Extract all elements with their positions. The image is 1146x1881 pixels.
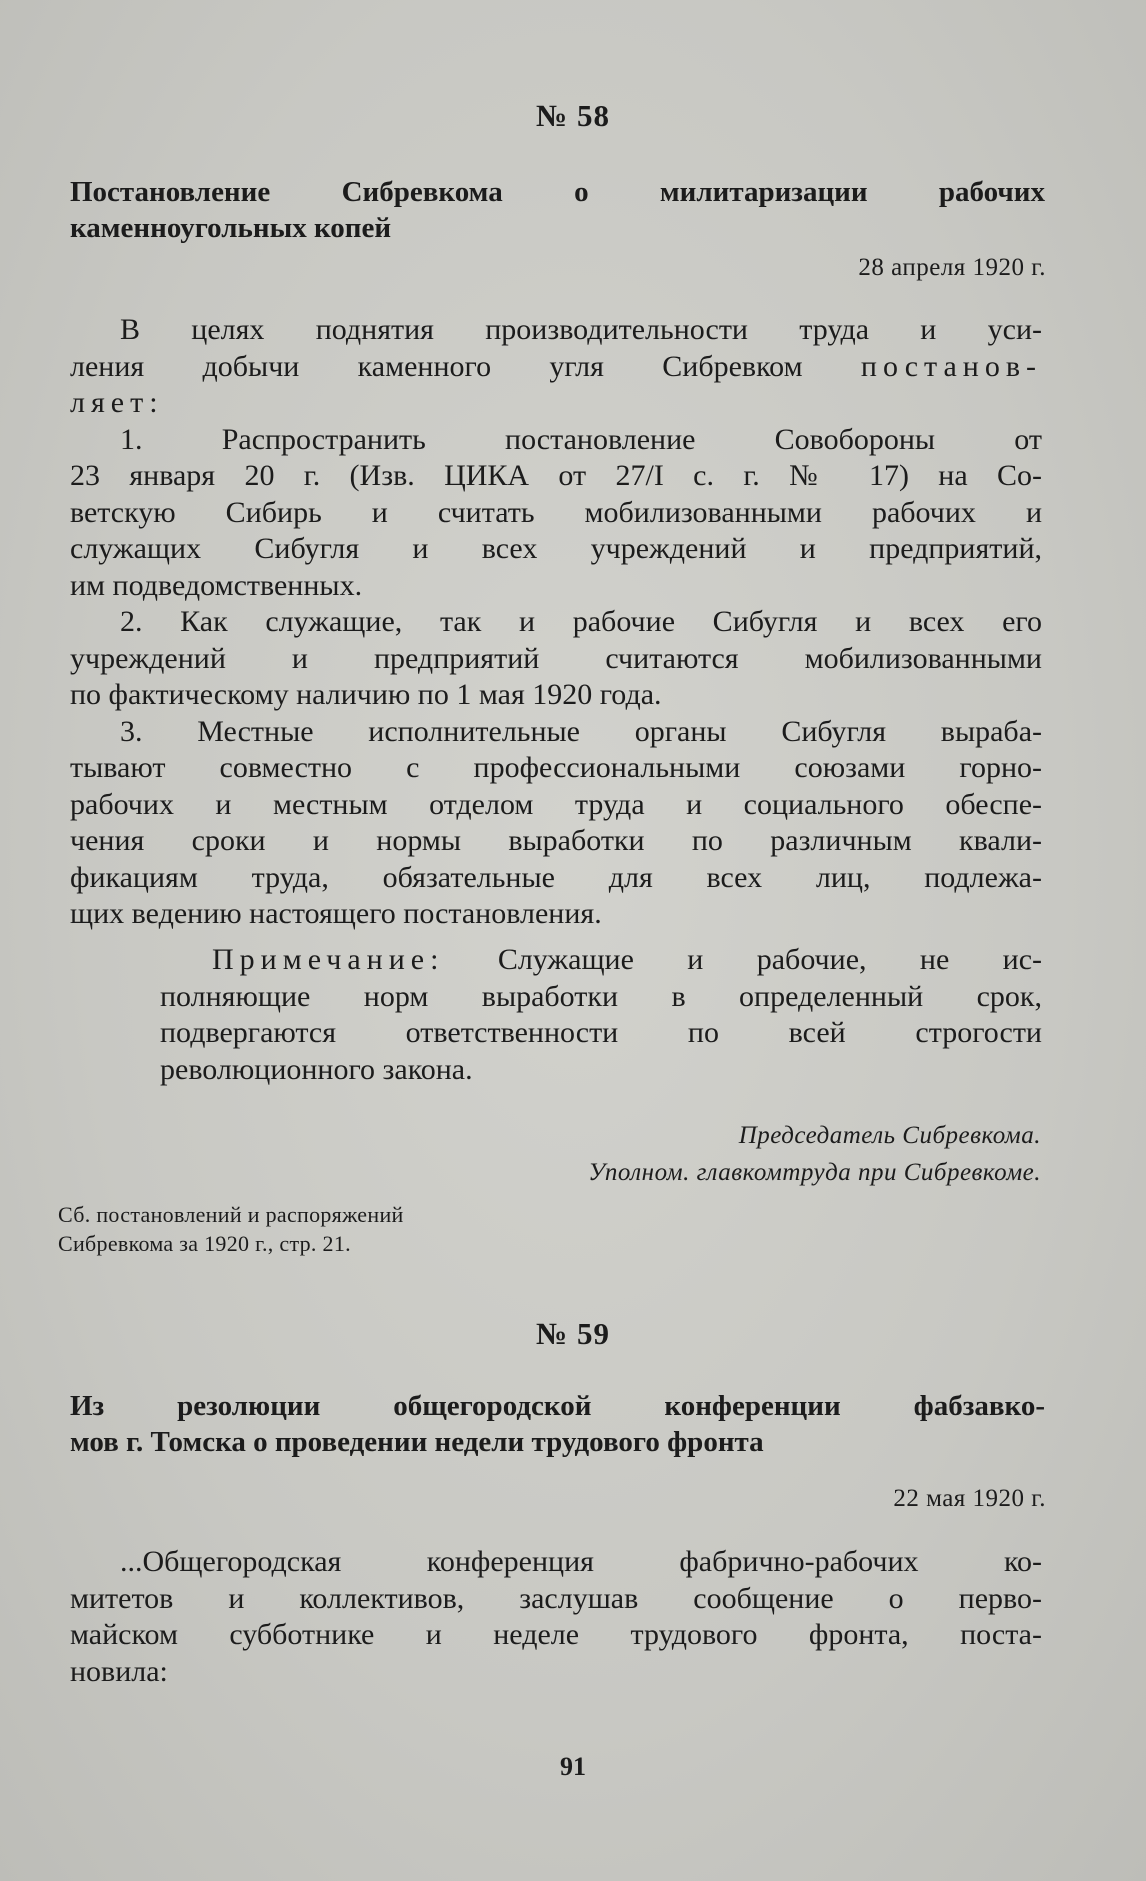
doc-58-title-line: каменноугольных копей — [70, 212, 392, 244]
signature-line: Председатель Сибревкома. — [738, 1122, 1041, 1149]
note-line: полняющие норм выработки в определенный срок, — [160, 979, 1042, 1013]
doc-58-title — [70, 174, 1045, 246]
body-line — [70, 349, 1042, 386]
source-line: Сибревкома за 1920 г., стр. 21. — [58, 1231, 351, 1256]
item-3-line: щих ведению настоящего постановления. — [70, 897, 602, 930]
note-line: подвергаются ответственности по всей строгости — [160, 1016, 1042, 1049]
item-1-line: служащих Сибугля и всех учреждений и предприятий, — [70, 532, 1042, 565]
note-line: революционного закона. — [160, 1052, 473, 1086]
item-2-line: 2. Как служащие, так и рабочие Сибугля и всех его — [120, 605, 1042, 638]
item-3-line: 3. Местные исполнительные органы Сибугля выраба- — [120, 714, 1042, 748]
item-3-line: тывают совместно с профессиональными союзами горно- — [70, 751, 1042, 784]
body-line: ...Общегородская конференция фабрично-рабочих ко- — [120, 1545, 1042, 1578]
doc-59-title-line: Из резолюции общегородской конференции фабзавко- — [70, 1390, 1045, 1422]
note-line-text: Служащие и рабочие, не ис- — [497, 943, 1042, 976]
item-1-line: 23 января 20 г. (Изв. ЦИКА от 27/I с. г. № 17) на Со- — [70, 459, 1042, 492]
item-2-line: по фактическому наличию по 1 мая 1920 года. — [70, 678, 662, 711]
doc-59-title — [70, 1388, 1045, 1460]
item-3-line: фикациям труда, обязательные для всех лиц, подлежа- — [70, 860, 1042, 894]
doc-58-note — [160, 942, 1042, 1088]
doc-59-body — [70, 1544, 1042, 1690]
body-line: майском субботнике и неделе трудового фронта, поста- — [70, 1618, 1042, 1651]
item-1-line: им подведомственных. — [70, 568, 363, 602]
doc-58-title-line: Постановление Сибревкома о милитаризации рабочих — [70, 176, 1045, 208]
body-line: В целях поднятия производительности труда и уси- — [120, 313, 1042, 346]
body-line: новила: — [70, 1654, 168, 1688]
body-line-text: ления добычи каменного угля Сибревком — [70, 349, 803, 383]
doc-59-date: 22 мая 1920 г. — [893, 1485, 1046, 1512]
signature-line: Уполном. главкомтруда при Сибревкоме. — [588, 1159, 1041, 1186]
doc-58-signatures — [588, 1117, 1041, 1191]
item-3-line: рабочих и местным отделом труда и социального обеспе- — [70, 787, 1042, 821]
doc-59-number: № 59 — [536, 1316, 610, 1351]
item-1-line: ветскую Сибирь и считать мобилизованными рабочих и — [70, 495, 1042, 529]
item-1-line: 1. Распространить постановление Совобороны от — [120, 422, 1042, 456]
page-number: 91 — [560, 1752, 586, 1781]
doc-58-date: 28 апреля 1920 г. — [858, 254, 1046, 281]
note-label: Примечание: — [212, 943, 445, 976]
note-line — [160, 942, 1042, 979]
body-line: ляет: — [70, 386, 164, 419]
doc-59-title-line: мов г. Томска о проведении недели трудового фронта — [70, 1426, 764, 1458]
body-line: митетов и коллективов, заслушав сообщение о перво- — [70, 1581, 1042, 1615]
spaced-word: постанов- — [860, 349, 1043, 383]
item-2-line: учреждений и предприятий считаются мобилизованными — [70, 641, 1042, 675]
doc-58-source — [58, 1200, 404, 1258]
item-3-line: чения сроки и нормы выработки по различным квали- — [70, 824, 1042, 857]
doc-58-body — [70, 312, 1042, 933]
source-line: Сб. постановлений и распоряжений — [58, 1202, 404, 1227]
doc-58-number: № 58 — [536, 98, 610, 133]
